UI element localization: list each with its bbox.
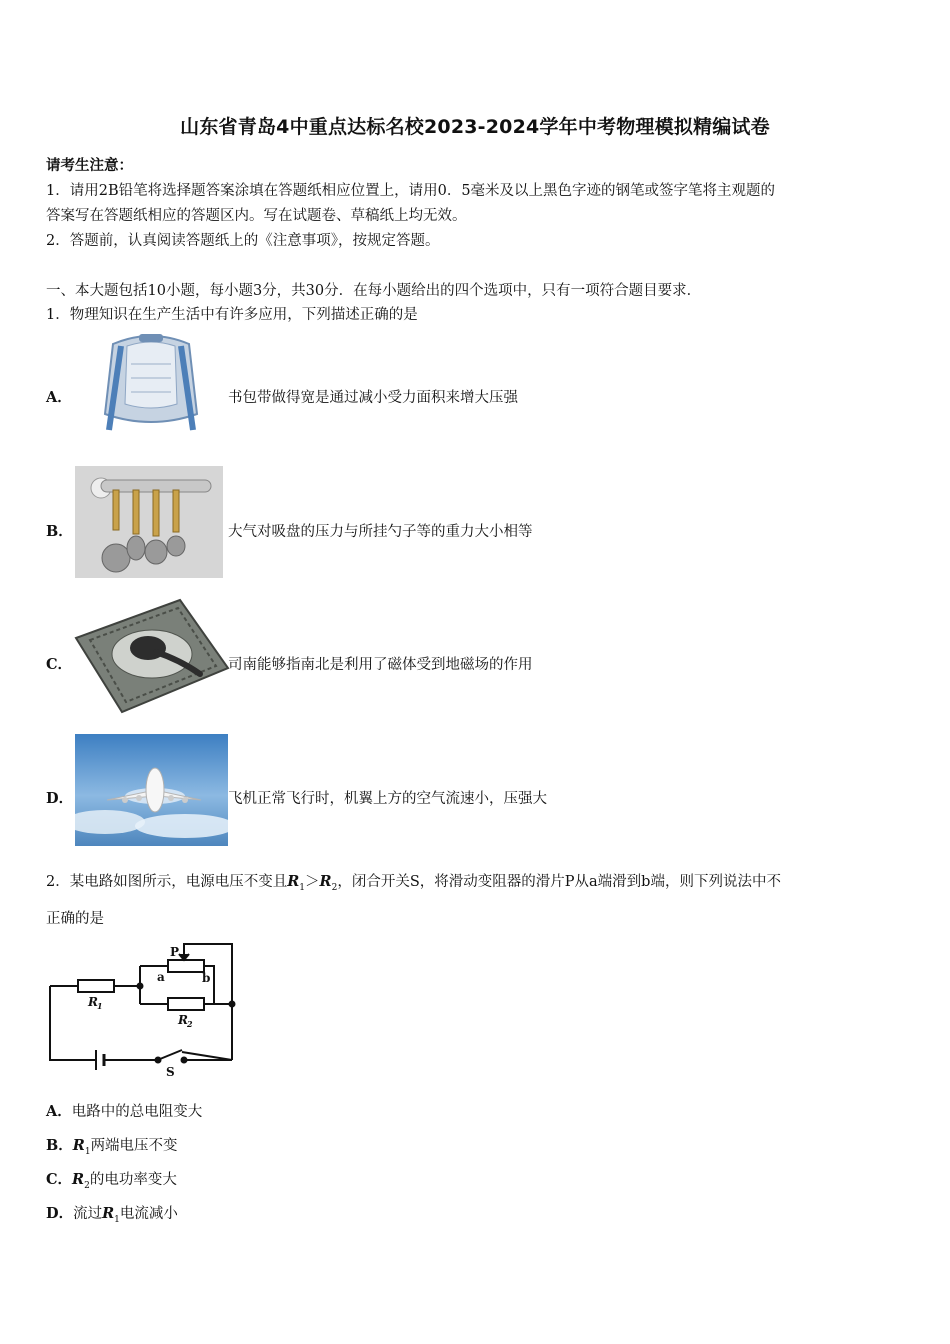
circuit-label-r1-sub: 1 — [97, 1001, 103, 1011]
q2-option-b-label: B． — [46, 1137, 73, 1154]
q2-stem-part-b: ，闭合开关S，将滑动变阻器的滑片P从a端滑到b端，则下列说法中不 — [337, 874, 781, 890]
q1-stem: 1．物理知识在生产生活中有许多应用，下列描述正确的是 — [46, 307, 418, 323]
q1-option-b-text: 大气对吸盘的压力与所挂勺子等的重力大小相等 — [228, 524, 533, 540]
notice-line-1: 1．请用2B铅笔将选择题答案涂填在答题纸相应位置上，请用0．5毫米及以上黑色字迹的钢笔或签字笔将主观题的 — [46, 183, 776, 199]
q2-option-c-var: R — [72, 1171, 85, 1188]
notice-heading: 请考生注意： — [46, 157, 133, 174]
page-title: 山东省青岛4中重点达标名校2023-2024学年中考物理模拟精编试卷 — [180, 116, 770, 138]
section-heading: 一、本大题包括10小题，每小题3分，共30分．在每小题给出的四个选项中，只有一项符合题目要求． — [46, 283, 702, 299]
q2-option-b-sub: 1 — [84, 1146, 91, 1157]
circuit-label-b: b — [202, 971, 211, 985]
circuit-label-s: S — [166, 1065, 175, 1078]
q2-r2-sub: 2 — [331, 882, 338, 893]
circuit-label-p: P — [170, 945, 180, 959]
q1-option-d-text: 飞机正常飞行时，机翼上方的空气流速小，压强大 — [228, 791, 547, 807]
q2-option-c — [46, 1168, 177, 1191]
q2-r1-sub: 1 — [299, 882, 306, 893]
q2-option-d-pre: 流过 — [73, 1206, 103, 1222]
backpack-image — [95, 334, 207, 442]
q2-option-d-post: 电流减小 — [119, 1206, 178, 1222]
notice-line-2: 答案写在答题纸相应的答题区内。写在试题卷、草稿纸上均无效。 — [46, 208, 467, 224]
q2-option-b — [46, 1134, 178, 1157]
suction-hook-image — [75, 466, 223, 578]
q2-option-d — [46, 1202, 178, 1225]
q2-option-d-label: D． — [46, 1205, 74, 1222]
q2-option-a-label: A． — [46, 1103, 72, 1120]
q2-option-c-sub: 2 — [84, 1180, 90, 1191]
q2-r2-symbol: R — [319, 873, 332, 890]
q1-option-a-text: 书包带做得宽是通过减小受力面积来增大压强 — [228, 390, 518, 406]
q2-stem — [46, 870, 781, 893]
notice-line-3: 2．答题前，认真阅读答题纸上的《注意事项》，按规定答题。 — [46, 233, 440, 249]
q2-r1-symbol: R — [287, 873, 300, 890]
q1-option-b-label: B． — [46, 523, 73, 540]
q2-option-c-post: 的电功率变大 — [89, 1172, 177, 1188]
sinan-compass-image — [72, 598, 230, 714]
q1-option-c-text: 司南能够指南北是利用了磁体受到地磁场的作用 — [228, 657, 533, 673]
q2-option-a — [46, 1100, 202, 1121]
q2-option-d-var: R — [102, 1205, 115, 1222]
q2-option-b-var: R — [72, 1137, 85, 1154]
q2-option-b-post: 两端电压不变 — [90, 1138, 178, 1154]
circuit-label-a: a — [157, 970, 165, 984]
q1-option-d-label: D． — [46, 790, 74, 807]
q2-stem-line2: 正确的是 — [46, 911, 104, 927]
q2-gt-sign: ＞ — [305, 874, 320, 890]
q1-option-c-label: C． — [46, 656, 73, 673]
circuit-label-r1: R — [88, 995, 98, 1009]
airplane-image — [75, 734, 228, 846]
circuit-label-r2: R — [178, 1013, 188, 1027]
circuit-diagram — [44, 940, 240, 1078]
q2-stem-part-a: 2．某电路如图所示，电源电压不变且 — [46, 874, 288, 890]
q2-option-d-sub: 1 — [114, 1214, 120, 1225]
q1-option-a-label: A． — [46, 389, 72, 406]
circuit-label-r2-sub: 2 — [187, 1019, 193, 1029]
q2-option-c-label: C． — [46, 1171, 73, 1188]
q2-option-a-pre: 电路中的总电阻变大 — [71, 1104, 203, 1120]
